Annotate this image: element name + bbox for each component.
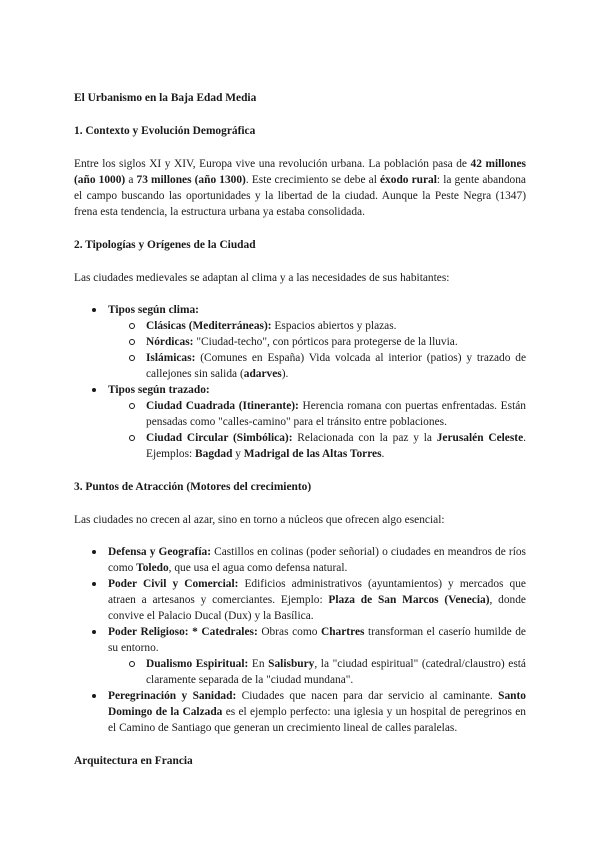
list-item (108, 576, 526, 624)
typologies-list (74, 302, 526, 462)
text-run: En (248, 658, 269, 670)
text-run: Herencia romana con puertas enfrentadas. Están pensadas como "calles-camino" para el tránsito entre poblaciones. (146, 400, 526, 428)
bold-run: Clásicas (Mediterráneas): (146, 320, 272, 332)
document-page (74, 90, 526, 769)
text-run: a (125, 174, 137, 186)
text-run: , la "ciudad espiritual" (catedral/claustro) está claramente separada de la "ciudad mundana". (146, 658, 526, 686)
bold-run: 73 millones (año 1300) (136, 174, 246, 186)
bold-run: Madrigal de las Altas Torres (243, 448, 382, 460)
bold-run: Plaza de San Marcos (Venecia) (328, 594, 490, 606)
bold-run: 42 millones (año 1000) (74, 158, 526, 186)
text-run: (Comunes en España) Vida volcada al interior (patios) y trazado de callejones sin salida ( (146, 352, 526, 380)
text-run: , que usa el agua como defensa natural. (168, 562, 348, 574)
clima-sublist (108, 318, 526, 382)
text-run: . Ejemplos: (146, 432, 526, 460)
text-run: : la gente abandona el campo buscando las oportunidades y la libertad de la ciudad. Aunque la Peste Negra (1347) frena esta tendencia, la estructura urbana ya estaba consolidada. (74, 174, 526, 218)
typologies-intro: Las ciudades medievales se adaptan al clima y a las necesidades de sus habitantes: (74, 272, 450, 284)
bold-run: Poder Religioso: * Catedrales: (108, 626, 258, 638)
bold-run: éxodo rural (380, 174, 437, 186)
text-run: . (381, 448, 385, 460)
list-item (146, 430, 526, 462)
text-run: ). (281, 368, 289, 380)
bold-run: Toledo (136, 562, 169, 574)
list-item (108, 544, 526, 576)
bold-run: Jerusalén Celeste (436, 432, 524, 444)
list-item-trazado (108, 382, 526, 462)
text-run: Obras como (257, 626, 321, 638)
text-run: Entre los siglos XI y XIV, Europa vive una revolución urbana. La población pasa de (74, 158, 471, 170)
bold-run: Peregrinación y Sanidad: (108, 690, 237, 702)
bold-run: Islámicas: (146, 352, 196, 364)
bold-run: Chartres (321, 626, 365, 638)
text-run: y (232, 448, 244, 460)
list-item (146, 318, 526, 334)
bold-run: Defensa y Geografía: (108, 546, 211, 558)
document-title: El Urbanismo en la Baja Edad Media (74, 92, 257, 104)
bold-run: Ciudad Circular (Simbólica): (146, 432, 293, 444)
text-run: , donde convive el Palacio Ducal (Dux) y la Basílica. (108, 594, 526, 622)
list-item (146, 656, 526, 688)
context-paragraph (74, 156, 526, 220)
list-label: Tipos según trazado: (108, 384, 210, 396)
list-item (146, 334, 526, 350)
text-run: . Este crecimiento se debe al (245, 174, 380, 186)
list-item (146, 350, 526, 382)
bold-run: adarves (243, 368, 282, 380)
section-heading-france: Arquitectura en Francia (74, 755, 193, 767)
text-run: Edificios administrativos (ayuntamientos) y mercados que atraen a artesanos y comerciantes. Ejemplo: (108, 578, 526, 606)
bold-run: Ciudad Cuadrada (Itinerante): (146, 400, 299, 412)
list-item (108, 624, 526, 688)
list-item-clima (108, 302, 526, 382)
text-run: "Ciudad-techo", con pórticos para protegerse de la lluvia. (193, 336, 458, 348)
bold-run: Salisbury (268, 658, 315, 670)
list-label: Tipos según clima: (108, 304, 199, 316)
text-run: es el ejemplo perfecto: una iglesia y un hospital de peregrinos en el Camino de Santiago que generan un crecimiento lineal de calles paralelas. (108, 706, 526, 734)
bold-run: Poder Civil y Comercial: (108, 578, 239, 590)
bold-run: Bagdad (195, 448, 233, 460)
attraction-intro: Las ciudades no crecen al azar, sino en torno a núcleos que ofrecen algo esencial: (74, 514, 445, 526)
bold-run: Santo Domingo de la Calzada (108, 690, 526, 718)
section-heading-attraction: 3. Puntos de Atracción (Motores del crecimiento) (74, 481, 312, 493)
section-heading-context: 1. Contexto y Evolución Demográfica (74, 125, 256, 137)
text-run: Espacios abiertos y plazas. (271, 320, 397, 332)
text-run: Castillos en colinas (poder señorial) o ciudades en meandros de ríos como (108, 546, 526, 574)
text-run: transforman el caserío humilde de su entorno. (108, 626, 526, 654)
list-item (108, 688, 526, 736)
section-heading-typologies: 2. Tipologías y Orígenes de la Ciudad (74, 239, 256, 251)
religious-sublist (108, 656, 526, 688)
attraction-list (74, 544, 526, 736)
trazado-sublist (108, 398, 526, 462)
bold-run: Nórdicas: (146, 336, 194, 348)
bold-run: Dualismo Espiritual: (146, 658, 249, 670)
text-run: Ciudades que nacen para dar servicio al caminante. (236, 690, 499, 702)
list-item (146, 398, 526, 430)
text-run: Relacionada con la paz y la (292, 432, 437, 444)
